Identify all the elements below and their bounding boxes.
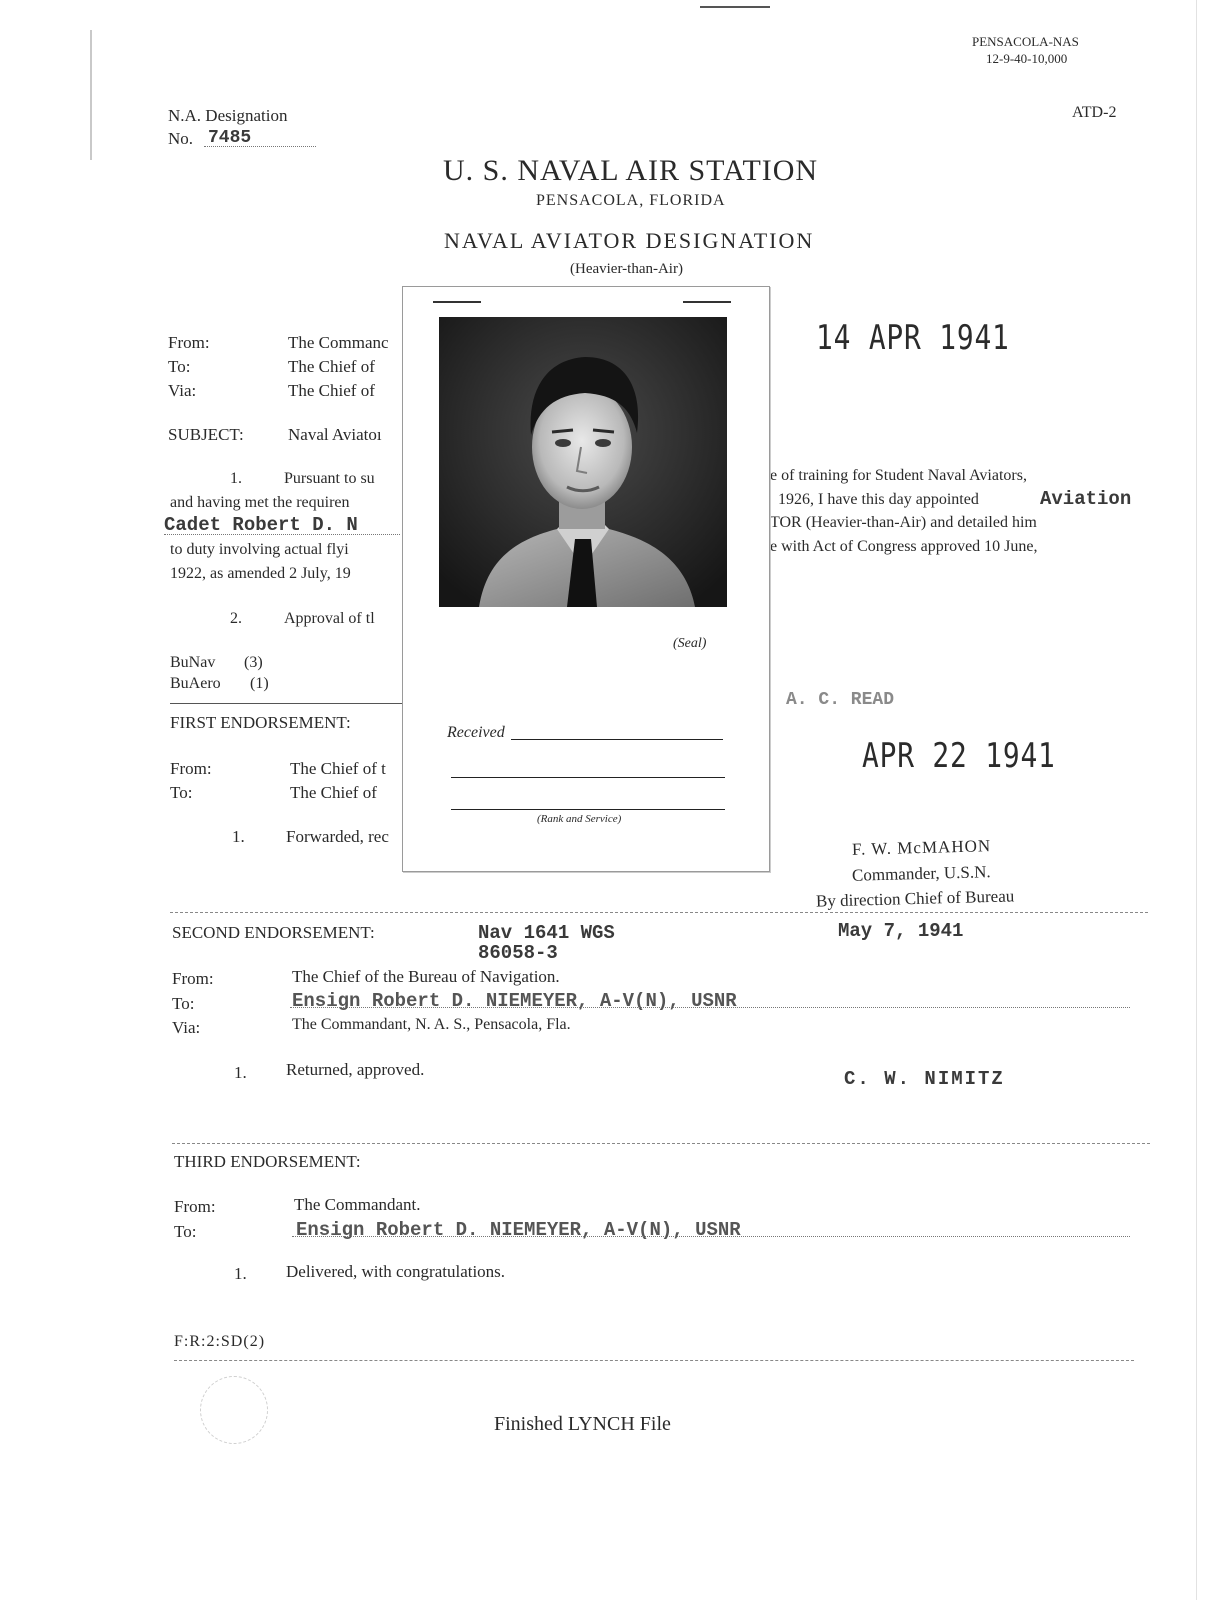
received-line-2 — [451, 777, 725, 778]
first-date-stamp: APR 22 1941 — [862, 736, 1056, 776]
para1-right-line3: TOR (Heavier-than-Air) and detailed him — [770, 514, 1037, 531]
copy-to-buaero: BuAero — [170, 675, 221, 692]
para2-number: 2. — [230, 610, 242, 627]
third-to-dotline — [292, 1236, 1130, 1237]
scan-edge-right — [1196, 0, 1197, 1600]
para1-left-line5: 1922, as amended 2 July, 19 — [170, 565, 351, 582]
via-label: Via: — [168, 381, 197, 400]
copy-to-bunav-count: (3) — [244, 654, 263, 671]
to-value: The Chief of — [288, 357, 375, 376]
seal-label: (Seal) — [673, 636, 707, 651]
document-subtitle: (Heavier-than-Air) — [570, 261, 683, 277]
footer-rule — [174, 1360, 1134, 1361]
from-label: From: — [168, 333, 210, 352]
station-title: U. S. NAVAL AIR STATION — [443, 154, 819, 187]
third-from-value: The Commandant. — [294, 1195, 421, 1214]
third-to-label: To: — [174, 1222, 197, 1241]
rule-third-endorsement — [172, 1143, 1150, 1144]
copy-to-buaero-count: (1) — [250, 675, 269, 692]
second-date: May 7, 1941 — [838, 920, 964, 942]
third-from-label: From: — [174, 1197, 216, 1216]
second-to-value: Ensign Robert D. NIEMEYER, A-V(N), USNR — [292, 990, 737, 1012]
second-para1-number: 1. — [234, 1063, 247, 1082]
subject-label: SUBJECT: — [168, 425, 244, 444]
portrait-figure-icon — [439, 317, 727, 607]
file-code: F:R:2:SD(2) — [174, 1333, 266, 1350]
mcmahon-name: F. W. McMAHON — [851, 836, 992, 859]
scan-edge-left — [90, 30, 92, 160]
second-para1-text: Returned, approved. — [286, 1060, 425, 1079]
mcmahon-rank: Commander, U.S.N. — [851, 862, 991, 885]
first-to-value: The Chief of — [290, 783, 377, 802]
second-ref-line1: Nav 1641 WGS — [478, 922, 615, 944]
para1-name-dotline — [164, 534, 400, 535]
third-to-value: Ensign Robert D. NIEMEYER, A-V(N), USNR — [296, 1219, 741, 1241]
date-stamp: 14 APR 1941 — [816, 318, 1010, 358]
form-code: ATD-2 — [1072, 104, 1117, 121]
second-from-label: From: — [172, 969, 214, 988]
copy-to-bunav: BuNav — [170, 654, 216, 671]
first-para1-text: Forwarded, rec — [286, 827, 389, 846]
para1-right-line4: e with Act of Congress approved 10 June, — [770, 538, 1038, 555]
letter-signature: A. C. READ — [786, 690, 895, 710]
designation-dotline — [204, 146, 316, 147]
second-from-value: The Chief of the Bureau of Navigation. — [292, 967, 560, 986]
para1-right-line2: 1926, I have this day appointed — [778, 491, 979, 508]
para2-text: Approval of tl — [284, 610, 375, 627]
photo-card-tick-left — [433, 301, 481, 303]
second-to-dotline — [290, 1007, 1130, 1008]
second-ref-line2: 86058-3 — [478, 942, 558, 964]
print-code-2: 12-9-40-10,000 — [986, 51, 1068, 66]
received-label: Received — [447, 724, 505, 741]
para1-typed-rank: Aviation — [1040, 488, 1132, 510]
station-location: PENSACOLA, FLORIDA — [536, 192, 726, 209]
para1-left-line2: and having met the requiren — [170, 494, 350, 511]
first-endorsement-heading: FIRST ENDORSEMENT: — [170, 713, 351, 732]
third-para1-number: 1. — [234, 1264, 247, 1283]
second-via-label: Via: — [172, 1018, 201, 1037]
rule-second-endorsement — [170, 912, 1148, 913]
mcmahon-direction: By direction Chief of Bureau — [815, 886, 1015, 911]
third-endorsement-heading: THIRD ENDORSEMENT: — [174, 1152, 361, 1171]
para1-number: 1. — [230, 470, 242, 487]
rank-service-line — [451, 809, 725, 810]
first-to-label: To: — [170, 783, 193, 802]
nimitz-signature: C. W. NIMITZ — [844, 1068, 1005, 1090]
second-via-value: The Commandant, N. A. S., Pensacola, Fla. — [292, 1016, 571, 1033]
para1-left-line4: to duty involving actual flyi — [170, 541, 349, 558]
third-para1-text: Delivered, with congratulations. — [286, 1262, 506, 1281]
designation-label: N.A. Designation — [168, 106, 288, 125]
document-title: NAVAL AVIATOR DESIGNATION — [444, 228, 815, 253]
faint-round-stamp — [200, 1376, 268, 1444]
via-value: The Chief of — [288, 381, 375, 400]
para1-right-line1: e of training for Student Naval Aviators, — [770, 467, 1027, 484]
to-label: To: — [168, 357, 191, 376]
from-value: The Commanc — [288, 333, 389, 352]
rule-first-endorsement — [170, 703, 402, 704]
first-from-label: From: — [170, 759, 212, 778]
second-endorsement-heading: SECOND ENDORSEMENT: — [172, 923, 375, 942]
second-to-label: To: — [172, 994, 195, 1013]
designation-number: 7485 — [208, 128, 252, 148]
para1-typed-name: Cadet Robert D. N — [164, 514, 358, 536]
top-edge-mark — [700, 6, 770, 8]
footer-note: Finished LYNCH File — [494, 1413, 671, 1435]
portrait-photo — [439, 317, 727, 607]
rank-service-label: (Rank and Service) — [537, 813, 622, 825]
first-para1-number: 1. — [232, 827, 245, 846]
subject-value: Naval Aviatoı — [288, 425, 382, 444]
designation-no-label: No. — [168, 129, 194, 148]
print-code-1: PENSACOLA-NAS — [972, 34, 1079, 49]
received-line — [511, 739, 723, 740]
para1-left-line1: Pursuant to su — [284, 470, 375, 487]
photo-card — [402, 286, 770, 872]
photo-card-tick-right — [683, 301, 731, 303]
first-from-value: The Chief of t — [290, 759, 386, 778]
